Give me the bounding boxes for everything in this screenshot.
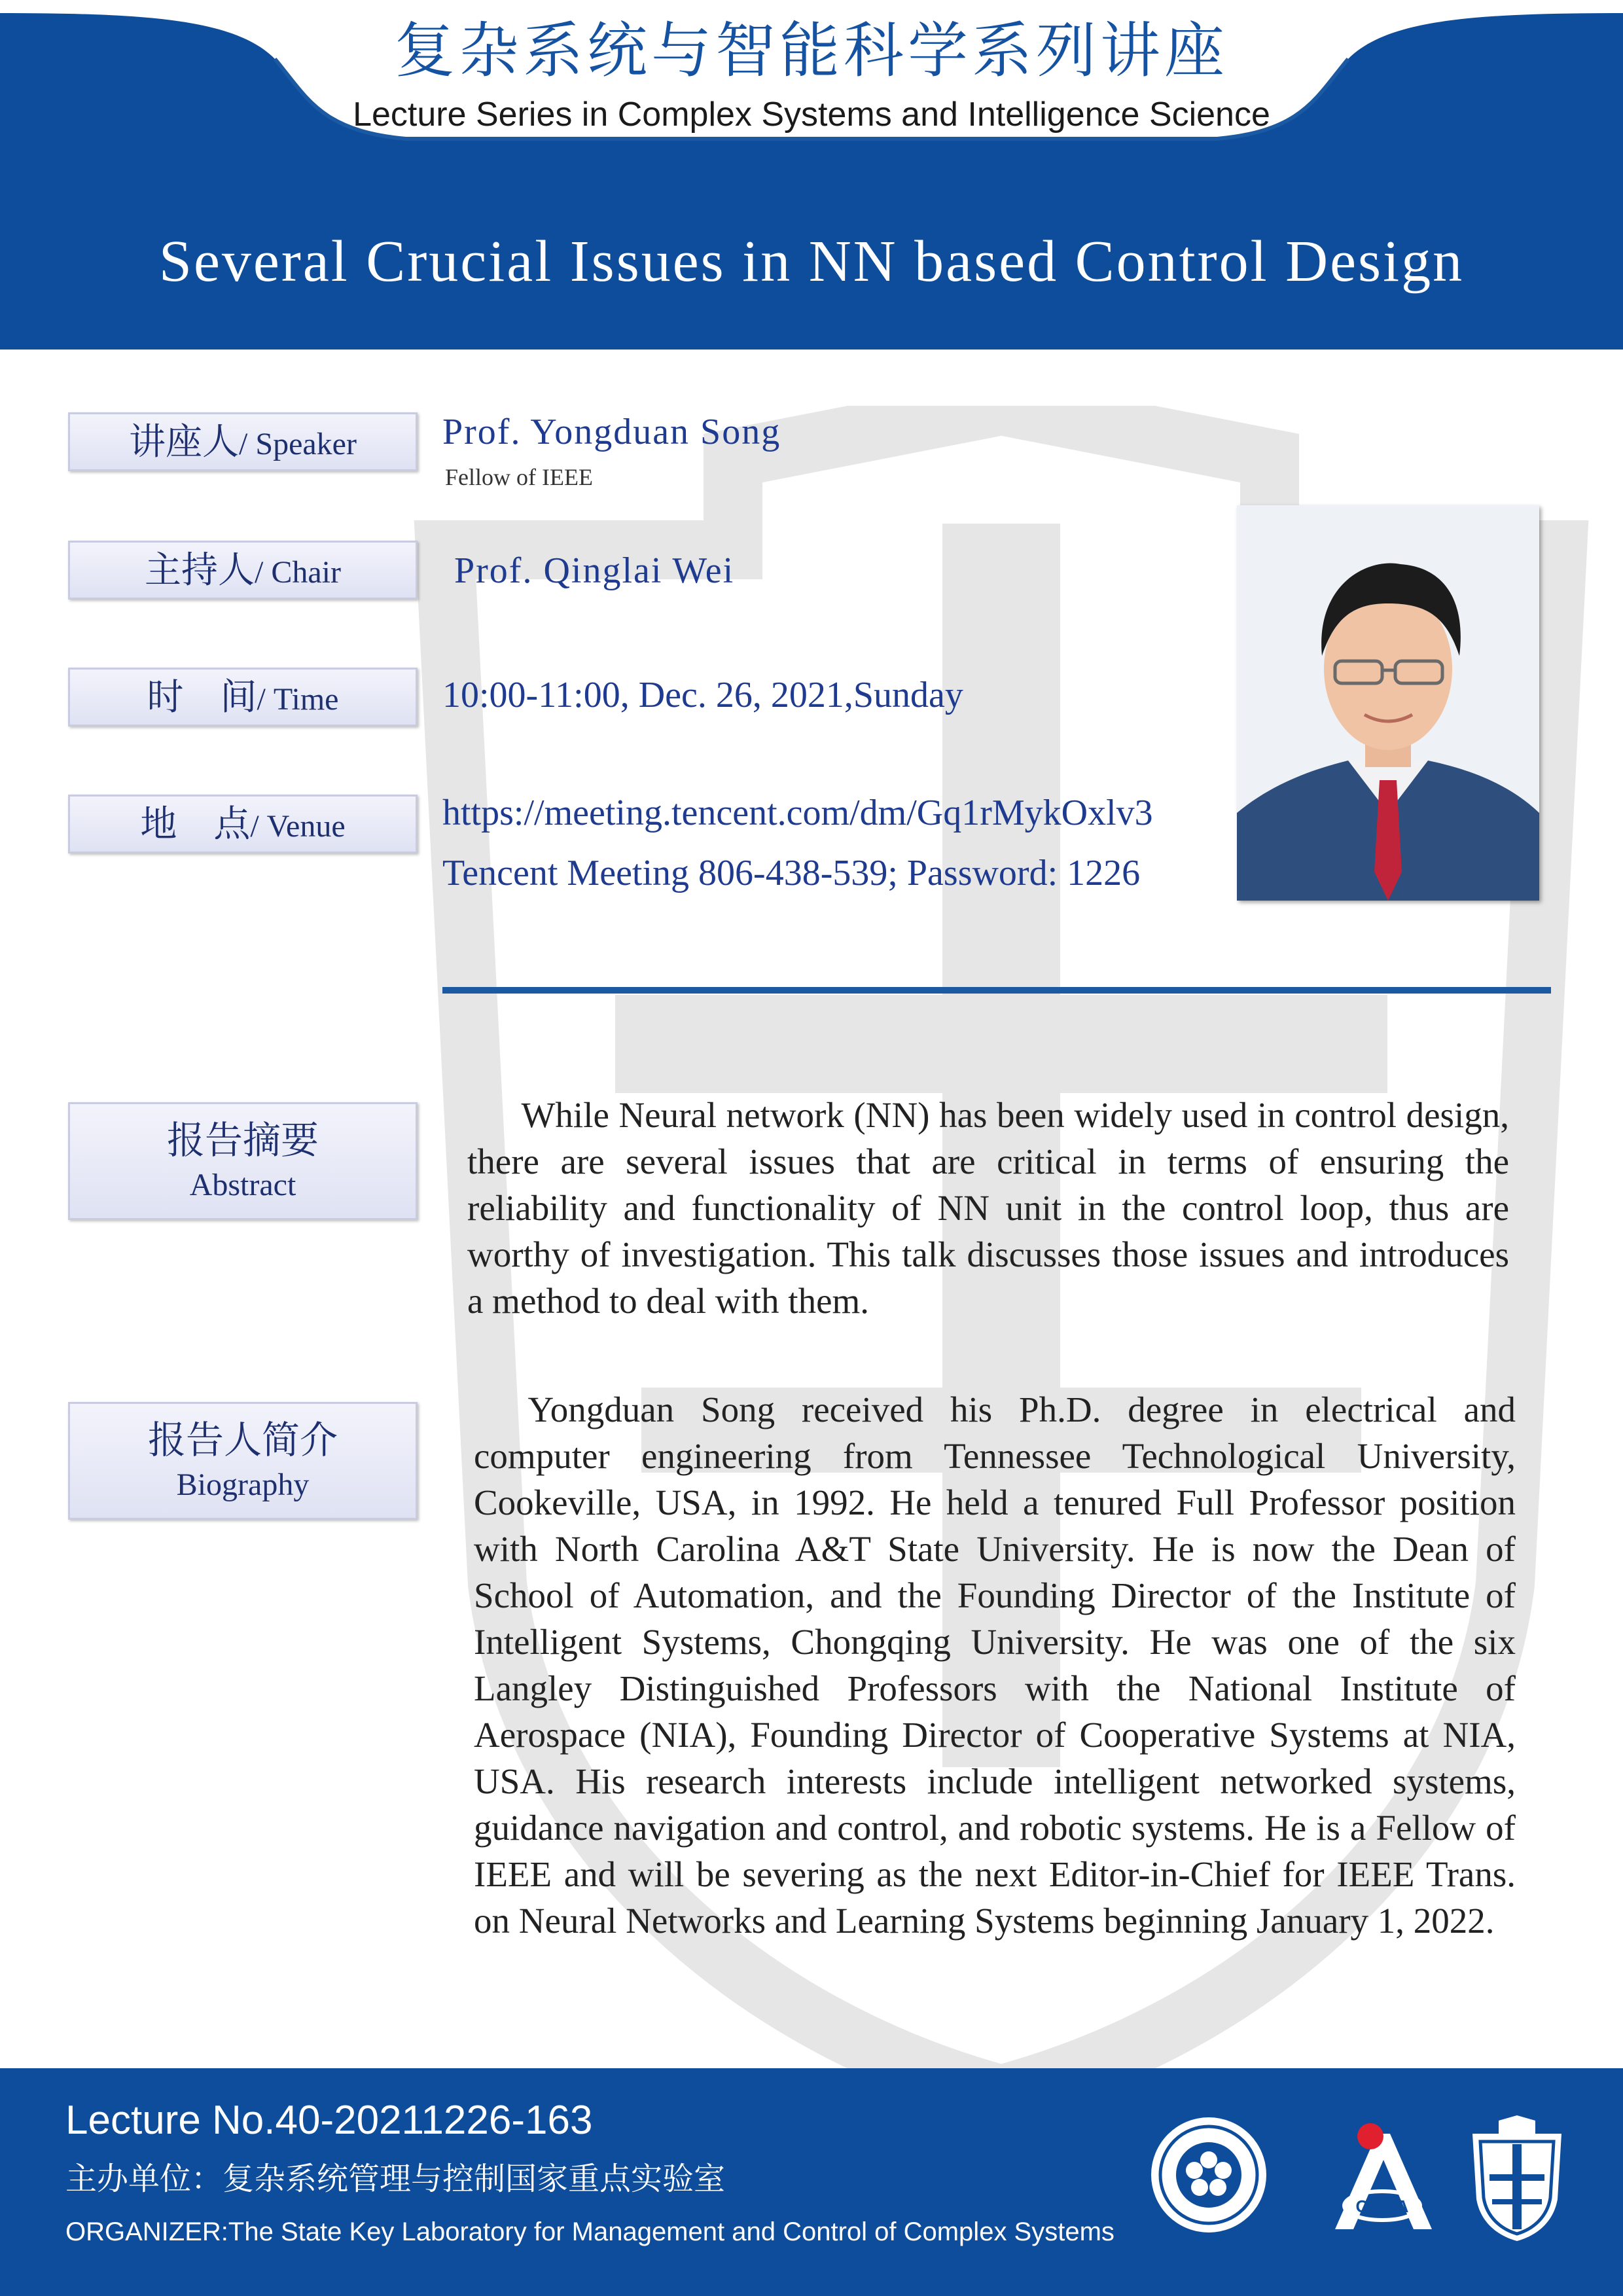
venue-label-en: / Venue [250, 809, 346, 844]
venue-label-cn: 地 点 [140, 803, 251, 846]
speaker-name: Prof. Yongduan Song [442, 412, 781, 452]
talk-title: Several Crucial Issues in NN based Control Design [158, 229, 1465, 294]
time-label [68, 668, 418, 726]
chair-label-cn: 主持人 [145, 549, 255, 592]
abstract-label-en: Abstract [189, 1168, 296, 1202]
abstract-label [68, 1102, 418, 1220]
organizer-en: ORGANIZER:The State Key Laboratory for Management and Control of Complex Systems [65, 2217, 1115, 2246]
abstract-label-cn: 报告摘要 [166, 1118, 319, 1162]
institute-shield-icon [1466, 2114, 1568, 2242]
footer-banner [0, 2068, 1623, 2296]
speaker-label-en: / Speaker [239, 427, 357, 461]
time-label-cn: 时 间 [147, 676, 257, 719]
speaker-title: Fellow of IEEE [445, 464, 593, 490]
lecture-number: Lecture No.40-20211226-163 [65, 2098, 593, 2143]
section-divider [442, 987, 1551, 994]
casia-logo-icon [1322, 2114, 1440, 2236]
biography-text: Yongduan Song received his Ph.D. degree in electrical and computer engineering from Tennessee Technological University, Cookeville, USA, in 1992. He held a tenured Full Professor position with North Carolina A&T State University. He is now the Dean of School of Automation, and the Founding Director of the Institute of Intelligent Systems, Chongqing University. He was one of the six Langley Distinguished Professors with the National Institute of Aerospace (NIA), Founding Director of Cooperative Systems at NIA, USA. His research interests include intelligent networked systems, guidance navigation and control, and robotic systems. He is a Fellow of IEEE and will be severing as the next Editor-in-Chief for IEEE Trans. on Neural Networks and Learning Systems beginning January 1, 2022. [474, 1390, 1516, 1941]
casia-logo-text: CASIA [1355, 2197, 1409, 2216]
cas-emblem-icon [1148, 2114, 1270, 2236]
venue-label [68, 795, 418, 853]
speaker-label-cn: 讲座人 [129, 421, 240, 463]
biography-label [68, 1402, 418, 1520]
time-label-en: / Time [257, 682, 339, 717]
venue-meeting-info: Tencent Meeting 806-438-539; Password: 1226 [442, 853, 1141, 893]
biography-label-en: Biography [176, 1467, 310, 1502]
biography-label-cn: 报告人简介 [147, 1418, 338, 1462]
series-title-en: Lecture Series in Complex Systems and Intelligence Science [353, 96, 1270, 134]
chair-label [68, 541, 418, 600]
abstract-text: While Neural network (NN) has been widely used in control design, there are several issues that are critical in terms of ensuring the reliability and functionality of NN unit in the control loop, thus are worthy of investigation. This talk discusses those issues and introduces a method to deal with them. [467, 1095, 1509, 1321]
header-banner [0, 0, 1623, 350]
chair-label-en: / Chair [255, 555, 341, 590]
time-value: 10:00-11:00, Dec. 26, 2021,Sunday [442, 675, 963, 715]
organizer-cn: 主办单位：复杂系统管理与控制国家重点实验室 [65, 2161, 726, 2197]
speaker-photo [1237, 505, 1539, 901]
series-title-cn: 复杂系统与智能科学系列讲座 [394, 16, 1228, 86]
venue-link[interactable]: https://meeting.tencent.com/dm/Gq1rMykOxlv3 [442, 793, 1153, 833]
speaker-label [68, 412, 418, 471]
chair-name: Prof. Qinglai Wei [454, 550, 735, 591]
